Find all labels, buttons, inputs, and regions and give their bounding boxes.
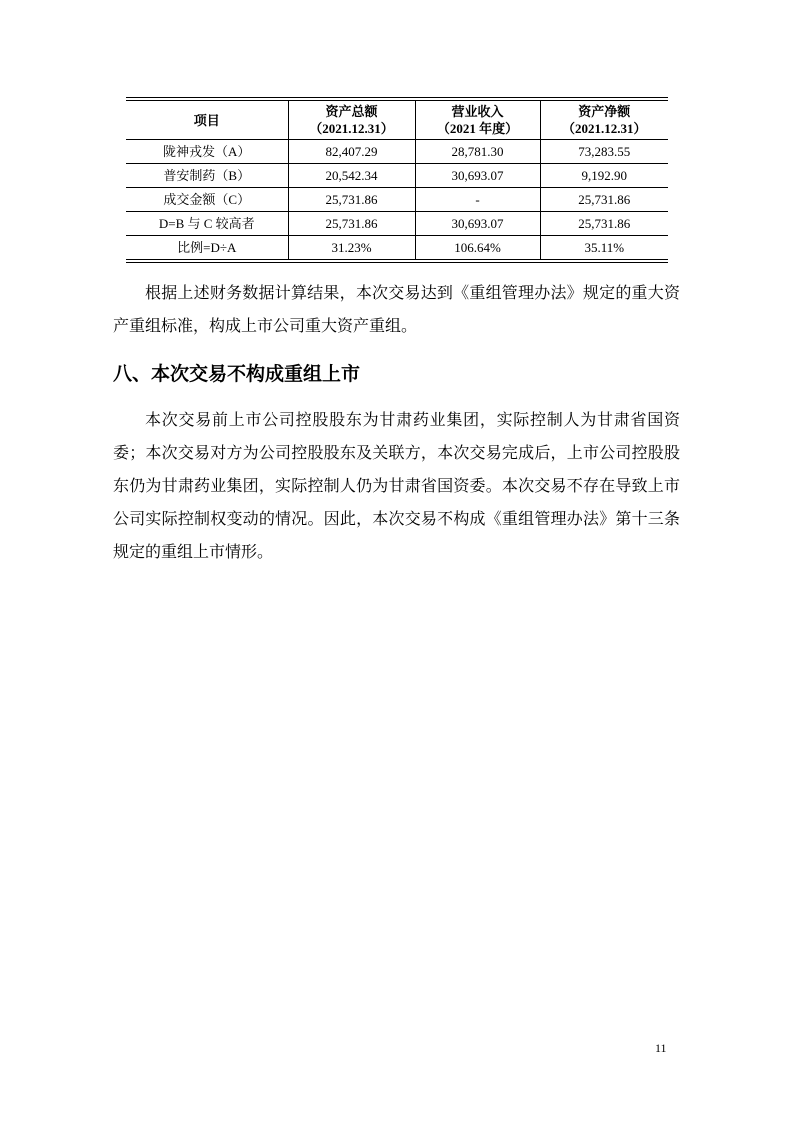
table-header-row: [126, 99, 668, 140]
header-line-1: 项目: [193, 112, 220, 128]
header-line-1: 营业收入: [451, 104, 504, 119]
table-cell: 普安制药（B）: [126, 164, 288, 188]
financial-comparison-table: [126, 97, 668, 263]
section-heading: 八、本次交易不构成重组上市: [113, 364, 361, 385]
intro-paragraph: 根据上述财务数据计算结果，本次交易达到《重组管理办法》规定的重大资产重组标准，构成上市公司重大资产重组。: [113, 285, 680, 335]
table-cell: 82,407.29: [288, 140, 415, 164]
header-line-1: 资产净额: [578, 104, 631, 119]
table-cell: 25,731.86: [288, 212, 415, 236]
table-cell: 9,192.90: [540, 164, 668, 188]
header-line-2: （2021.12.31）: [309, 121, 394, 136]
header-line-1: 资产总额: [325, 104, 378, 119]
body-paragraph: 本次交易前上市公司控股股东为甘肃药业集团，实际控制人为甘肃省国资委；本次交易对方为公司控股股东及关联方，本次交易完成后，上市公司控股股东仍为甘肃药业集团，实际控制人仍为甘肃省国资委。本次交易不存在导致上市公司实际控制权变动的情况。因此，本次交易不构成《重组管理办法》第十三条规定的重组上市情形。: [113, 412, 680, 561]
table-header-cell: [415, 99, 540, 140]
header-line-2: （2021 年度）: [436, 121, 519, 136]
table-row: [126, 140, 668, 164]
table-cell: 30,693.07: [415, 164, 540, 188]
table-cell: 20,542.34: [288, 164, 415, 188]
table-cell: 30,693.07: [415, 212, 540, 236]
table-cell: 比例=D÷A: [126, 236, 288, 262]
header-line-2: （2021.12.31）: [561, 121, 647, 136]
table-cell: -: [415, 188, 540, 212]
table-cell: 35.11%: [540, 236, 668, 262]
table-header-cell: [540, 99, 668, 140]
table-row: [126, 164, 668, 188]
table-cell: 31.23%: [288, 236, 415, 262]
table-cell: 陇神戎发（A）: [126, 140, 288, 164]
page-number: 11: [655, 1041, 667, 1055]
table-cell: 25,731.86: [288, 188, 415, 212]
table-row: [126, 188, 668, 212]
table-cell: D=B 与 C 较高者: [126, 212, 288, 236]
table-cell: 25,731.86: [540, 212, 668, 236]
table-cell: 106.64%: [415, 236, 540, 262]
table-header-cell: [126, 99, 288, 140]
table-row: [126, 236, 668, 262]
table-cell: 25,731.86: [540, 188, 668, 212]
table-cell: 73,283.55: [540, 140, 668, 164]
table-row: [126, 212, 668, 236]
table-header-cell: [288, 99, 415, 140]
table-cell: 28,781.30: [415, 140, 540, 164]
table-cell: 成交金额（C）: [126, 188, 288, 212]
